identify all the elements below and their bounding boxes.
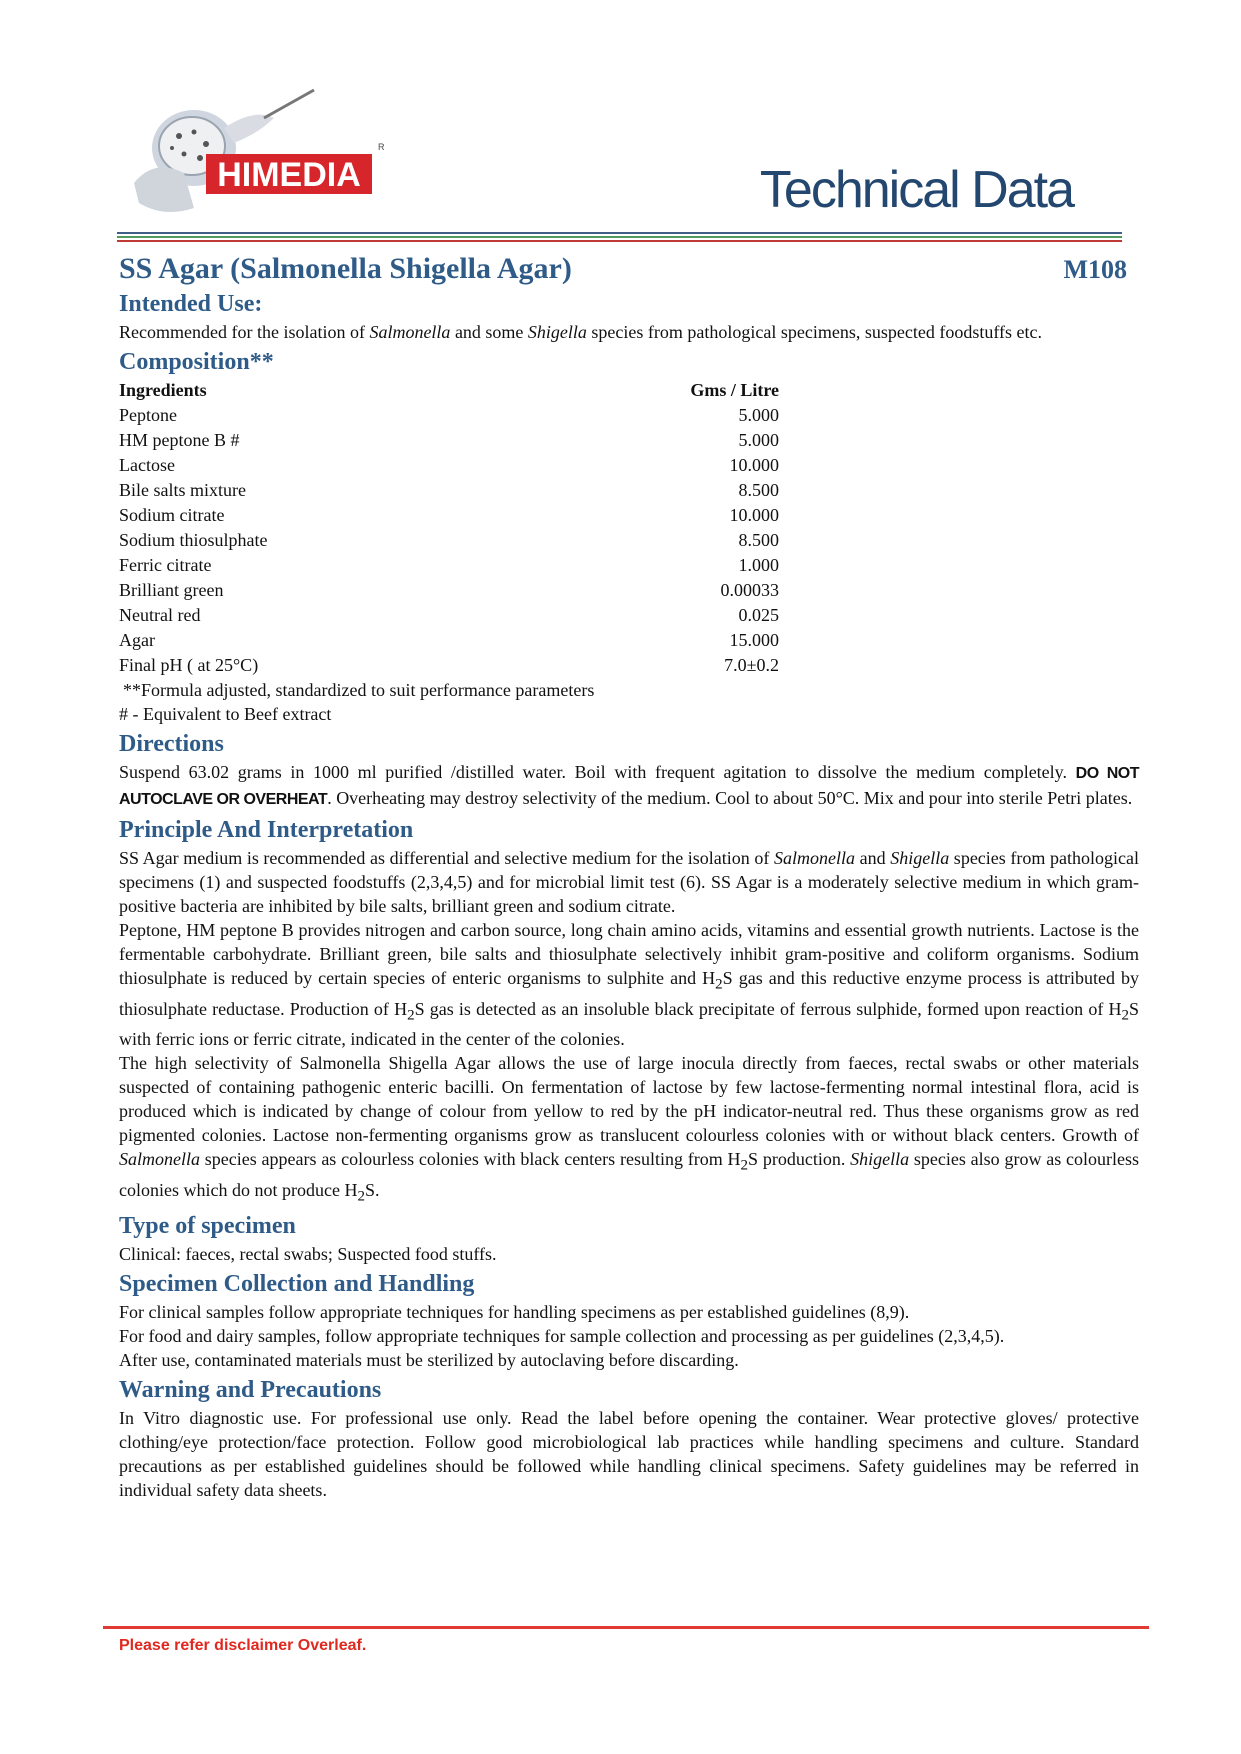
- composition-row: [119, 553, 779, 578]
- composition-row: [119, 503, 779, 528]
- ingredient-name: Ferric citrate: [119, 555, 212, 575]
- product-code: M108: [1063, 255, 1127, 284]
- ingredient-amount: 8.500: [738, 480, 779, 500]
- principle-paragraph-1: SS Agar medium is recommended as differential and selective medium for the isolation of Salmonella and Shigella species from pathological specimens (1) and suspected foodstuffs (2,3,4,5) and for microbial limit test (6). SS Agar is a moderately selective medium in which gram-positive bacteria are inhibited by bile salts, brilliant green and sodium citrate.: [119, 848, 1139, 916]
- specimen-type-text: Clinical: faeces, rectal swabs; Suspected food stuffs.: [119, 1244, 497, 1265]
- composition-row: [119, 453, 779, 478]
- ingredient-amount: 7.0±0.2: [724, 655, 779, 675]
- composition-row: [119, 403, 779, 428]
- footer-rule: [103, 1626, 1149, 1629]
- ingredient-amount: 8.500: [738, 530, 779, 550]
- composition-table: [119, 378, 779, 678]
- warnings-heading: Warning and Precautions: [119, 1377, 382, 1404]
- principle-paragraph-2: Peptone, HM peptone B provides nitrogen and carbon source, long chain amino acids, vitamins and essential growth nutrients. Lactose is the fermentable carbohydrate. Brilliant green, bile salts and thiosulphate selectively inhibit gram-positive and coliform organisms. Sodium thiosulphate is reduced by certain species of enteric organisms to sulphite and $H_2S$ gas and this reductive enzyme process is attributed by thiosulphate reductase. Production of $H_2S$ gas is detected as an insoluble black precipitate of ferrous sulphide, formed upon reaction of $H_2S$ with ferric ions or ferric citrate, indicated in the center of the colonies.: [119, 920, 1140, 1050]
- composition-row: [119, 603, 779, 628]
- ingredient-amount: 1.000: [738, 555, 779, 575]
- specimen-handling-line-2: For food and dairy samples, follow appropriate techniques for sample collection and processing as per guidelines (2,3,4,5).: [119, 1326, 1005, 1347]
- ingredients-header: Ingredients: [119, 380, 207, 400]
- ingredient-amount: 10.000: [729, 455, 779, 475]
- composition-row: [119, 528, 779, 553]
- ingredient-name: Bile salts mixture: [119, 480, 246, 500]
- directions-text: Suspend 63.02 grams in 1000 ml purified /distilled water. Boil with frequent agitation to dissolve the medium completely. DO NOT AUTOCLAVE OR OVERHEAT. Overheating may destroy selectivity of the medium. Cool to about 50°C. Mix and pour into sterile Petri plates.: [119, 762, 1140, 808]
- ingredient-name: Agar: [119, 630, 155, 650]
- amount-header: Gms / Litre: [690, 380, 779, 400]
- specimen-handling-line-1: For clinical samples follow appropriate techniques for handling specimens as per established guidelines (8,9).: [119, 1302, 910, 1323]
- ingredient-amount: 0.00033: [720, 580, 779, 600]
- ingredient-name: Final pH ( at 25°C): [119, 655, 259, 675]
- composition-heading: Composition**: [119, 349, 274, 375]
- ingredient-name: Brilliant green: [119, 580, 224, 600]
- disclaimer-text: Please refer disclaimer Overleaf.: [119, 1637, 367, 1654]
- warnings-text: In Vitro diagnostic use. For professional use only. Read the label before opening the container. Wear protective gloves/ protective clothing/eye protection/face protection. Follow good microbiological lab practices while handling specimens and culture. Standard precautions as per established guidelines should be followed while handling clinical specimens. Safety guidelines may be referred in individual safety data sheets.: [119, 1408, 1139, 1501]
- composition-row: [119, 428, 779, 453]
- ingredient-amount: 0.025: [738, 605, 779, 625]
- ingredient-name: HM peptone B #: [119, 430, 240, 450]
- ingredient-name: Neutral red: [119, 605, 201, 625]
- ingredient-amount: 10.000: [729, 505, 779, 525]
- specimen-type-heading: Type of specimen: [119, 1213, 296, 1240]
- header-rule-blue: [117, 232, 1122, 234]
- ingredient-amount: 5.000: [738, 430, 779, 450]
- product-title: SS Agar (Salmonella Shigella Agar): [119, 252, 572, 285]
- specimen-handling-heading: Specimen Collection and Handling: [119, 1271, 475, 1298]
- directions-heading: Directions: [119, 731, 224, 757]
- intended-use-heading: Intended Use:: [119, 291, 263, 317]
- ingredient-name: Sodium thiosulphate: [119, 530, 268, 550]
- ingredient-name: Sodium citrate: [119, 505, 225, 525]
- technical-data-title: Technical Data: [759, 161, 1073, 219]
- product-header: [119, 252, 1127, 286]
- composition-row: [119, 653, 779, 678]
- composition-row: [119, 578, 779, 603]
- composition-note-formula: **Formula adjusted, standardized to suit performance parameters: [123, 680, 595, 700]
- intended-use-text: Recommended for the isolation of Salmonella and some Shigella species from pathological specimens, suspected foodstuffs etc.: [119, 322, 1042, 342]
- composition-note-equivalent: # - Equivalent to Beef extract: [119, 704, 332, 724]
- header-rule-green: [117, 236, 1122, 238]
- ingredient-amount: 5.000: [738, 405, 779, 425]
- registered-mark: R: [378, 142, 385, 152]
- ingredient-amount: 15.000: [729, 630, 779, 650]
- ingredient-name: Lactose: [119, 455, 175, 475]
- specimen-handling-line-3: After use, contaminated materials must be sterilized by autoclaving before discarding.: [119, 1350, 739, 1371]
- ingredient-name: Peptone: [119, 405, 177, 425]
- himedia-logo: [124, 88, 414, 223]
- principle-heading: Principle And Interpretation: [119, 817, 414, 843]
- logo-text: HIMEDIA: [217, 156, 361, 194]
- principle-paragraph-3: The high selectivity of Salmonella Shigella Agar allows the use of large inocula directly from faeces, rectal swabs or other materials suspected of containing pathogenic enteric bacilli. On fermentation of lactose by few lactose-fermenting normal intestinal flora, acid is produced which is indicated by change of colour from yellow to red by the pH indicator-neutral red. Thus these organisms grow as red pigmented colonies. Lactose non-fermenting organisms grow as translucent colourless colonies with or without black centers. Growth of Salmonella species appears as colourless colonies with black centers resulting from $H_2S$ production. Shigella species also grow as colourless colonies which do not produce $H_2S$.: [119, 1053, 1139, 1205]
- composition-row: [119, 628, 779, 653]
- document-body: [119, 252, 1139, 1502]
- autoclave-warning: DO NOT AUTOCLAVE OR OVERHEAT: [119, 765, 1140, 808]
- header-rule-red: [117, 240, 1122, 242]
- composition-row: [119, 478, 779, 503]
- composition-header-row: [119, 378, 779, 403]
